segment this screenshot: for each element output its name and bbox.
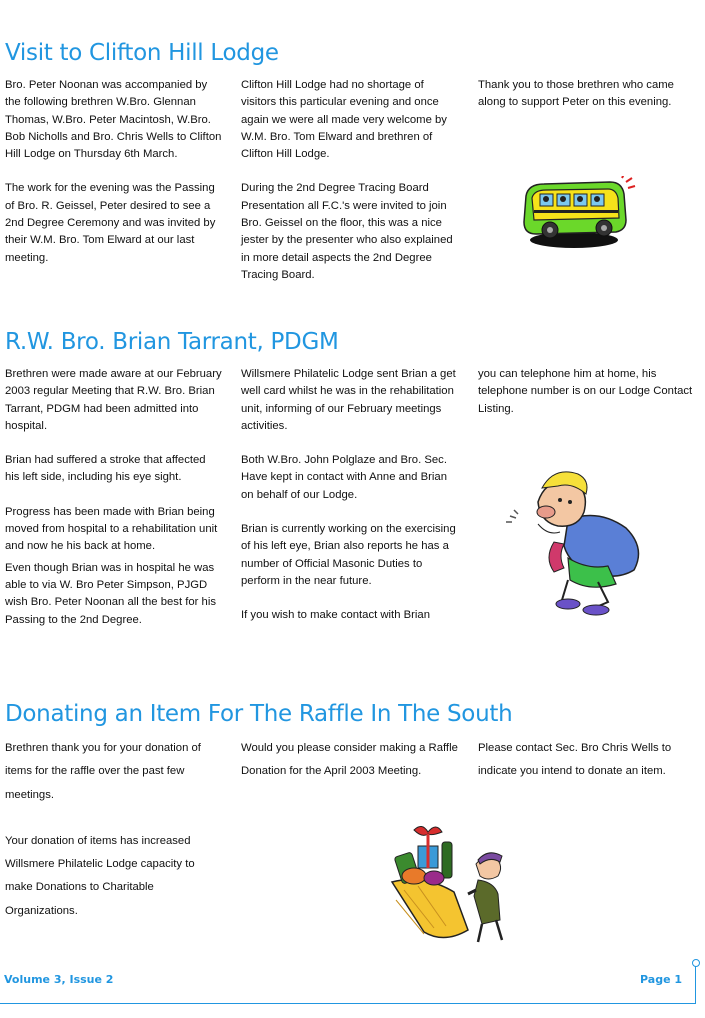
- paragraph: Bro. Peter Noonan was accompanied by the following brethren W.Bro. Glennan Thomas, W.Bro. Peter Macintosh, W.Bro. Bob Nicholls and Bro. Chris Wells to Clifton Hill Lodge on Thursday 6th March.: [5, 79, 222, 161]
- footer-vertical-rule: [695, 962, 696, 1004]
- section3-column-1: [5, 737, 223, 923]
- paragraph: The work for the evening was the Passing of Bro. R. Geissel, Peter desired to see a 2nd Degree Ceremony and was invited by their W.M. Bro. Tom Elward at our last meeting.: [5, 182, 216, 264]
- footer-ornament: [692, 959, 700, 967]
- footer-rule: [0, 1003, 695, 1004]
- gift-basket-illustration: [384, 820, 520, 946]
- paragraph: Brian had suffered a stroke that affected his left side, including his eye sight.: [5, 454, 206, 484]
- section-heading-brian-tarrant: R.W. Bro. Brian Tarrant, PDGM: [5, 329, 339, 355]
- paragraph: you can telephone him at home, his telephone number is on our Lodge Contact Listing.: [478, 368, 693, 415]
- paragraph: Willsmere Philatelic Lodge sent Brian a get well card whilst he was in the rehabilitation unit, informing of our February meetings activities.: [241, 368, 456, 432]
- section3-column-2: [241, 737, 459, 784]
- sick-man-illustration: [498, 462, 658, 620]
- section3-column-3: [478, 737, 696, 784]
- section1-column-3: [478, 77, 696, 112]
- paragraph: Brian is currently working on the exercising of his left eye, Brian also reports he has a number of Official Masonic Duties to perform in the near future.: [241, 523, 456, 587]
- paragraph: Your donation of items has increased Willsmere Philatelic Lodge capacity to make Donations to Charitable Organizations.: [5, 834, 195, 917]
- paragraph: Would you please consider making a Raffle Donation for the April 2003 Meeting.: [241, 742, 458, 778]
- paragraph: Brethren thank you for your donation of items for the raffle over the past few meetings.: [5, 742, 201, 801]
- section2-column-3: [478, 366, 696, 418]
- paragraph: Even though Brian was in hospital he was able to via W. Bro Peter Simpson, PJGD wish Bro. Peter Noonan all the best for his Passing to the 2nd Degree.: [5, 561, 216, 626]
- section-heading-raffle: Donating an Item For The Raffle In The South: [5, 701, 513, 727]
- paragraph: Both W.Bro. John Polglaze and Bro. Sec. Have kept in contact with Anne and Brian on behalf of our Lodge.: [241, 454, 447, 501]
- section1-column-2: [241, 77, 459, 284]
- paragraph: Progress has been made with Brian being moved from hospital to a rehabilitation unit and now he his back at home.: [5, 505, 218, 553]
- section2-column-2: [241, 366, 459, 625]
- section2-column-1: [5, 366, 223, 629]
- section-heading-clifton-hill: Visit to Clifton Hill Lodge: [5, 40, 279, 66]
- paragraph: Brethren were made aware at our February 2003 regular Meeting that R.W. Bro. Brian Tarrant, PDGM had been admitted into hospital.: [5, 368, 222, 432]
- paragraph: Thank you to those brethren who came along to support Peter on this evening.: [478, 79, 674, 109]
- footer-issue: Volume 3, Issue 2: [4, 973, 114, 986]
- school-bus-icon: [518, 176, 638, 252]
- paragraph: Clifton Hill Lodge had no shortage of visitors this particular evening and once again we were all made very welcome by W.M. Bro. Tom Elward and brethren of Clifton Hill Lodge.: [241, 79, 447, 161]
- section1-column-1: [5, 77, 223, 267]
- paragraph: During the 2nd Degree Tracing Board Presentation all F.C.'s were invited to join Bro. Geissel on the floor, this was a nice jester by the presenter who also explained in more detail aspects the 2nd Degree Tracing Board.: [241, 182, 453, 281]
- paragraph: If you wish to make contact with Brian: [241, 609, 430, 622]
- footer-page-number: Page 1: [640, 973, 683, 986]
- paragraph: Please contact Sec. Bro Chris Wells to indicate you intend to donate an item.: [478, 742, 672, 778]
